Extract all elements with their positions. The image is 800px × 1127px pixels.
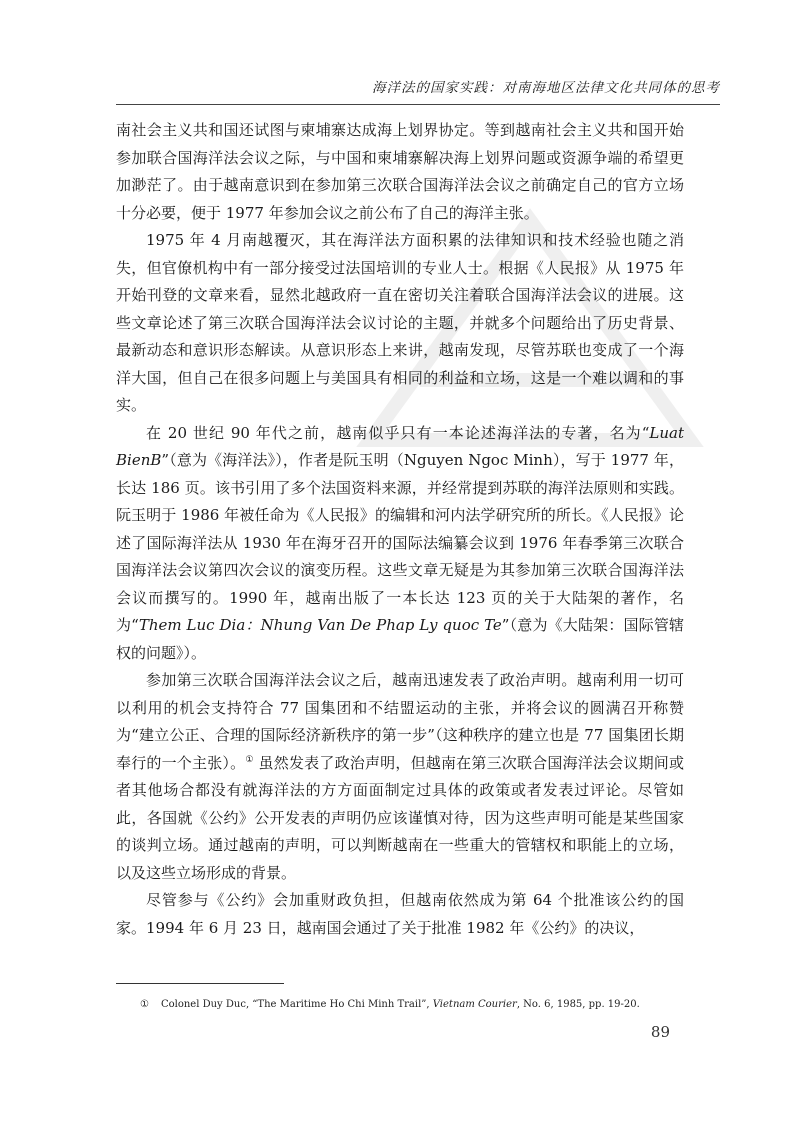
header-rule bbox=[116, 104, 720, 105]
paragraph bbox=[116, 420, 684, 668]
page-number: 89 bbox=[650, 1023, 670, 1041]
paragraph bbox=[116, 667, 684, 887]
text-run: 尽管参与《公约》会加重财政负担，但越南依然成为第 64 个批准该公约的国家。1994 年 6 月 23 日，越南国会通过了关于批准 1982 年《公约》的决议， bbox=[116, 891, 684, 937]
paragraph bbox=[116, 227, 684, 420]
text-run: 南社会主义共和国还试图与柬埔寨达成海上划界协定。等到越南社会主义共和国开始参加联合国海洋法会议之际，与中国和柬埔寨解决海上划界问题或资源争端的希望更加渺茫了。由于越南意识到在参加第三次联合国海洋法会议之前确定自己的官方立场十分必要，便于 1977 年参加会议之前公布了自己的海洋主张。 bbox=[116, 121, 684, 222]
footnote-reference: ① bbox=[245, 754, 254, 765]
text-run: ”（意为《海洋法》），作者是阮玉明（Nguyen Ngoc Minh），写于 1977 年，长达 186 页。该书引用了多个法国资料来源，并经常提到苏联的海洋法原则和实践。阮玉明于 1986 年被任命为《人民报》的编辑和河内法学研究所的所长。《人民报》论述了国际海洋法从 1930 年在海牙召开的国际法编纂会议到 1976 年春季第三次联合国海洋法会议第四次会议的演变历程。这些文章无疑是为其参加第三次联合国海洋法会议而撰写的。1990 年，越南出版了一本长达 123 页的关于大陆架的著作，名为“ bbox=[116, 451, 684, 634]
text-run: 1975 年 4 月南越覆灭，其在海洋法方面积累的法律知识和技术经验也随之消失，但官僚机构中有一部分接受过法国培训的专业人士。根据《人民报》从 1975 年开始刊登的文章来看，显然北越政府一直在密切关注着联合国海洋法会议的进展。这些文章论述了第三次联合国海洋法会议讨论的主题，并就多个问题给出了历史背景、最新动态和意识形态解读。从意识形态上来讲，越南发现，尽管苏联也变成了一个海洋大国，但自己在很多问题上与美国具有相同的利益和立场，这是一个难以调和的事实。 bbox=[116, 231, 684, 414]
text-run: , No. 6, 1985, pp. 19-20. bbox=[516, 999, 640, 1010]
footnote-rule bbox=[116, 983, 284, 984]
footnote-text bbox=[161, 999, 640, 1010]
text-run: ”（意为《大陆架：国际管辖权的问题》）。 bbox=[116, 616, 684, 662]
italic-title: Vietnam Courier bbox=[432, 999, 517, 1010]
text-run: 参加第三次联合国海洋法会议之后，越南迅速发表了政治声明。越南利用一切可以利用的机会支持符合 77 国集团和不结盟运动的主张，并将会议的圆满召开称赞为“建立公正、合理的国际经济新秩序的第一步”（这种秩序的建立也是 77 国集团长期奉行的一个主张）。 bbox=[116, 671, 684, 772]
body-text bbox=[116, 117, 684, 942]
paragraph bbox=[116, 887, 684, 942]
text-run: 虽然发表了政治声明，但越南在第三次联合国海洋法会议期间或者其他场合都没有就海洋法的方方面面制定过具体的政策或者发表过评论。尽管如此，各国就《公约》公开发表的声明仍应该谨慎对待，因为这些声明可能是某些国家的谈判立场。通过越南的声明，可以判断越南在一些重大的管辖权和职能上的立场，以及这些立场形成的背景。 bbox=[116, 753, 684, 882]
italic-title: Them Luc Dia：Nhung Van De Phap Ly quoc Te bbox=[138, 616, 502, 634]
text-run: 在 20 世纪 90 年代之前，越南似乎只有一本论述海洋法的专著，名为“ bbox=[146, 423, 650, 442]
footnote-mark: ① bbox=[140, 999, 149, 1010]
footnote bbox=[140, 998, 710, 1012]
running-header: 海洋法的国家实践：对南海地区法律文化共同体的思考 bbox=[372, 80, 720, 96]
text-run: Colonel Duy Duc, “The Maritime Ho Chi Minh Trail”, bbox=[160, 999, 433, 1010]
italic-title: Luat BienB bbox=[116, 423, 684, 469]
paragraph bbox=[116, 117, 684, 227]
